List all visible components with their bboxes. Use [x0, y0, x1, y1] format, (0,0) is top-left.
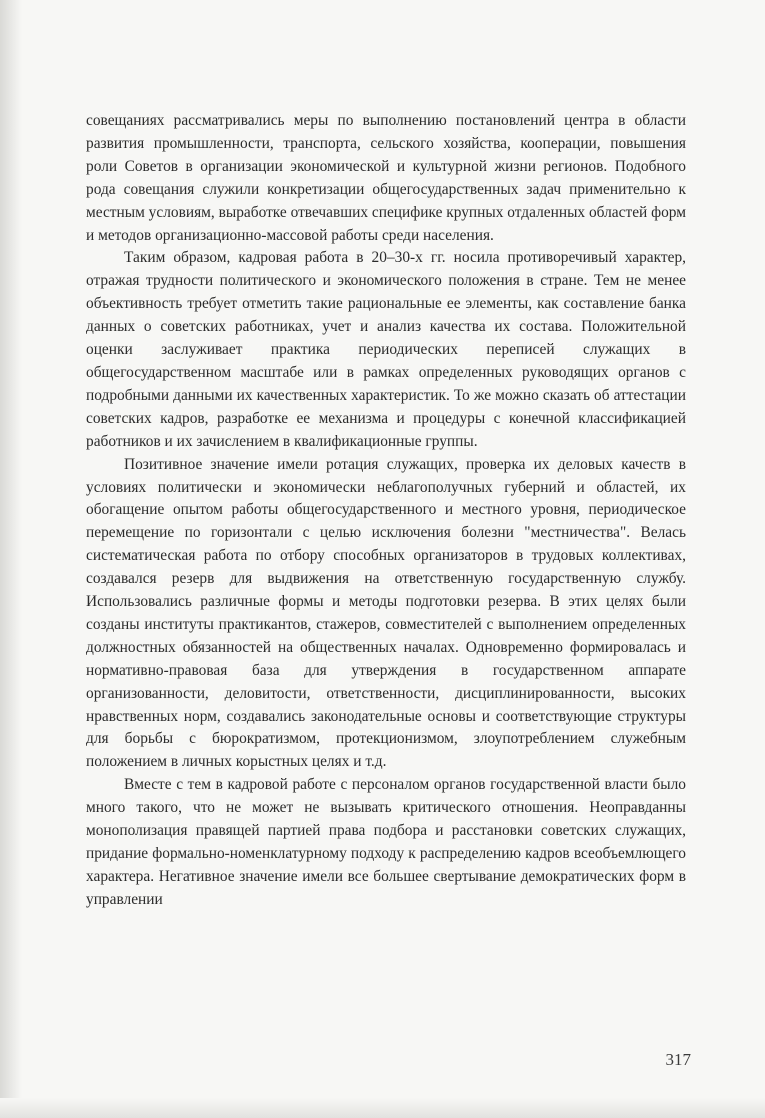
page-edge-shadow-left	[0, 0, 22, 1118]
paragraph-4: Вместе с тем в кадровой работе с персоналом органов государственной власти было много такого, что не может не вызывать критического отношения. Неоправданны монополизация правящей партией права подбора и расстановки советских служащих, придание формально-номенклатурному подходу к распределению кадров всеобъемлющего характера. Негативное значение имели все большее свертывание демократических форм в управлении	[86, 776, 686, 908]
page-edge-shadow-bottom	[0, 1098, 765, 1118]
paragraph-3: Позитивное значение имели ротация служащих, проверка их деловых качеств в условиях политически и экономически неблагополучных губерний и областей, их обогащение опытом работы общегосударственного и местного уровня, периодическое перемещение по горизонтали с целью исключения болезни "местничества". Велась систематическая работа по отбору способных организаторов в трудовых коллективах, создавался резерв для выдвижения на ответственную государственную службу. Использовались различные формы и методы подготовки резерва. В этих целях были созданы институты практикантов, стажеров, совместителей с выполнением определенных должностных обязанностей на общественных началах. Одновременно формировалась и нормативно-правовая база для утверждения в государственном аппарате организованности, деловитости, ответственности, дисциплинированности, высоких нравственных норм, создавались законодательные основы и соответствующие структуры для борьбы с бюрократизмом, протекционизмом, злоупотреблением служебным положением в личных корыстных целях и т.д.	[86, 455, 686, 771]
page-number: 317	[665, 1050, 691, 1069]
paragraph-1: совещаниях рассматривались меры по выполнению постановлений центра в области развития промышленности, транспорта, сельского хозяйства, кооперации, повышения роли Советов в организации экономической и культурной жизни регионов. Подобного рода совещания служили конкретизации общегосударственных задач применительно к местным условиям, выработке отвечавших специфике крупных отдаленных областей форм и методов организационно-массовой работы среди населения.	[86, 112, 686, 244]
body-text	[86, 110, 686, 912]
paragraph-2: Таким образом, кадровая работа в 20–30-х гг. носила противоречивый характер, отражая трудности политического и экономического положения в стране. Тем не менее объективность требует отметить такие рациональные ее элементы, как составление банка данных о советских работниках, учет и анализ качества их состава. Положительной оценки заслуживает практика периодических переписей служащих в общегосударственном масштабе или в рамках определенных руководящих органов с подробными данными их качественных характеристик. То же можно сказать об аттестации советских кадров, разработке ее механизма и процедуры с конечной классификацией работников и их зачислением в квалификационные группы.	[86, 249, 686, 450]
